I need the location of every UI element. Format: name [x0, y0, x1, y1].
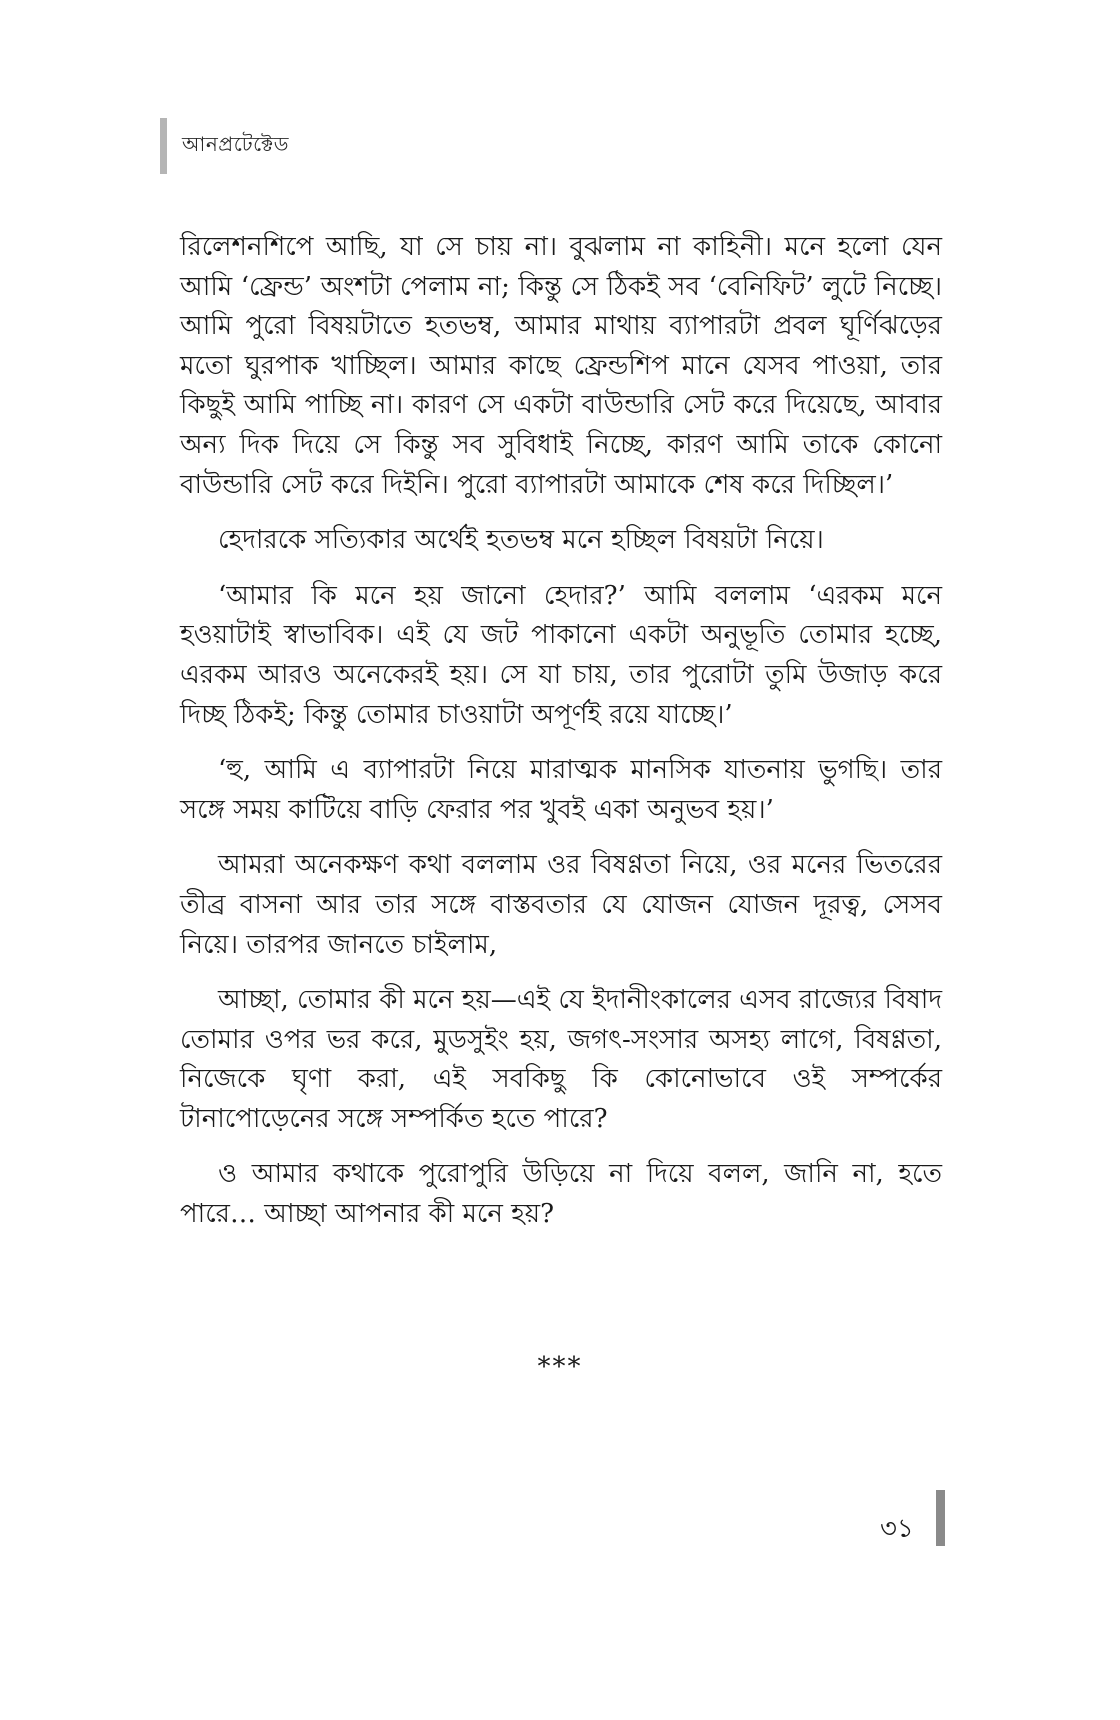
running-head-rule	[160, 118, 167, 174]
paragraph: আচ্ছা, তোমার কী মনে হয়—এই যে ইদানীংকালের এসব রাজ্যের বিষাদ তোমার ওপর ভর করে, মুডসুইং হয়, জগৎ-সংসার অসহ্য লাগে, বিষণ্ণতা, নিজেকে ঘৃণা করা, এই সবকিছু কি কোনোভাবে ওই সম্পর্কের টানাপোড়েনের সঙ্গে সম্পর্কিত হতে পারে?	[180, 985, 942, 1134]
page-number: ৩১	[880, 1514, 914, 1544]
paragraph: হেদারকে সত্যিকার অর্থেই হতভম্ব মনে হচ্ছিল বিষয়টা নিয়ে।	[218, 525, 824, 556]
scene-break: ***	[537, 1352, 583, 1382]
paragraph: ‘হু, আমি এ ব্যাপারটা নিয়ে মারাত্মক মানসিক যাতনায় ভুগছি। তার সঙ্গে সময় কাটিয়ে বাড়ি ফেরার পর খুবই একা অনুভব হয়।’	[180, 755, 942, 825]
paragraph: আমরা অনেকক্ষণ কথা বললাম ওর বিষণ্ণতা নিয়ে, ওর মনের ভিতরের তীব্র বাসনা আর তার সঙ্গে বাস্তবতার যে যোজন যোজন দূরত্ব, সেসব নিয়ে। তারপর জানতে চাইলাম,	[180, 850, 942, 960]
paragraph: রিলেশনশিপে আছি, যা সে চায় না। বুঝলাম না কাহিনী। মনে হলো যেন আমি ‘ফ্রেন্ড’ অংশটা পেলাম না; কিন্তু সে ঠিকই সব ‘বেনিফিট’ লুটে নিচ্ছে। আমি পুরো বিষয়টাতে হতভম্ব, আমার মাথায় ব্যাপারটা প্রবল ঘূর্ণিঝড়ের মতো ঘুরপাক খাচ্ছিল। আমার কাছে ফ্রেন্ডশিপ মানে যেসব পাওয়া, তার কিছুই আমি পাচ্ছি না। কারণ সে একটা বাউন্ডারি সেট করে দিয়েছে, আবার অন্য দিক দিয়ে সে কিন্তু সব সুবিধাই নিচ্ছে, কারণ আমি তাকে কোনো বাউন্ডারি সেট করে দিইনি। পুরো ব্যাপারটা আমাকে শেষ করে দিচ্ছিল।’	[180, 232, 942, 500]
running-head-title: আনপ্রটেক্টেড	[182, 132, 289, 156]
paragraph: ও আমার কথাকে পুরোপুরি উড়িয়ে না দিয়ে বলল, জানি না, হতে পারে… আচ্ছা আপনার কী মনে হয়?	[180, 1159, 942, 1230]
paragraph: ‘আমার কি মনে হয় জানো হেদার?’ আমি বললাম ‘এরকম মনে হওয়াটাই স্বাভাবিক। এই যে জট পাকানো একটা অনুভূতি তোমার হচ্ছে, এরকম আরও অনেকেরই হয়। সে যা চায়, তার পুরোটা তুমি উজাড় করে দিচ্ছ ঠিকই; কিন্তু তোমার চাওয়াটা অপূর্ণই রয়ে যাচ্ছে।’	[180, 580, 942, 730]
body-text	[180, 228, 942, 1251]
page-number-rule	[936, 1490, 945, 1546]
